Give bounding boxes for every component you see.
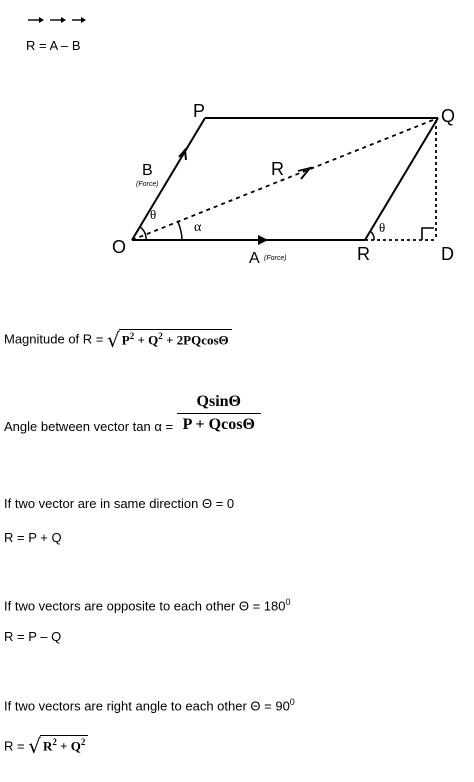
case-opposite-equation: R = P – Q bbox=[4, 629, 62, 644]
resultant-diagonal bbox=[132, 118, 438, 240]
case-opposite-text: If two vectors are opposite to each other Θ = 180 bbox=[4, 598, 286, 614]
label-alpha: α bbox=[194, 220, 202, 235]
label-b: B bbox=[142, 162, 153, 179]
case-same-direction-text: If two vector are in same direction Θ = 0 bbox=[4, 496, 235, 511]
case-same-direction-equation: R = P + Q bbox=[4, 530, 62, 545]
sqrt-icon: √ bbox=[106, 328, 120, 352]
arc-theta-o bbox=[140, 227, 146, 240]
label-theta-r: θ bbox=[379, 220, 386, 235]
case-right-angle-line: If two vectors are right angle to each other $\Theta = 90^0$ bbox=[4, 697, 295, 714]
arrow-r bbox=[298, 168, 310, 179]
label-r-bottom: R bbox=[357, 244, 370, 264]
vector-parallelogram-diagram bbox=[0, 90, 474, 275]
angle-label: Angle between vector tan α = bbox=[4, 418, 177, 434]
label-o: O bbox=[112, 237, 127, 257]
side-rq bbox=[365, 118, 438, 240]
angle-numerator: QsinΘ bbox=[196, 393, 241, 410]
label-q: Q bbox=[441, 106, 456, 126]
angle-line bbox=[4, 393, 261, 434]
right-angle-mark bbox=[422, 228, 434, 240]
label-p: P bbox=[193, 101, 206, 121]
magnitude-line bbox=[4, 328, 232, 352]
right-angle-sqrt: √ $R^2 + Q^2$ bbox=[28, 734, 88, 758]
label-b-sub: (Force) bbox=[136, 181, 159, 188]
angle-denominator: P + QcosΘ bbox=[177, 413, 261, 434]
label-d: D bbox=[441, 244, 454, 264]
case-opposite-line: If two vectors are opposite to each other $\Theta = 180^0$ bbox=[4, 597, 291, 614]
label-r-resultant: R bbox=[271, 159, 284, 179]
label-a-sub: (Force) bbox=[264, 255, 287, 262]
arc-alpha bbox=[178, 222, 182, 240]
label-theta-o: θ bbox=[150, 207, 157, 222]
label-a: A bbox=[249, 250, 260, 267]
case-right-angle-text: If two vectors are right angle to each other Θ = 90 bbox=[4, 698, 290, 714]
arrow-a bbox=[258, 235, 268, 245]
magnitude-label: Magnitude of R = bbox=[4, 331, 107, 347]
magnitude-sqrt: √ $P^2 + Q^2 + 2PQcos\Theta$ bbox=[107, 328, 232, 352]
angle-fraction bbox=[177, 393, 261, 434]
vector-arrows bbox=[26, 13, 86, 27]
sqrt-icon: √ bbox=[28, 734, 41, 758]
arc-theta-r bbox=[370, 231, 374, 240]
header-equation: R = A – B bbox=[26, 38, 81, 53]
case-right-angle-equation: R = √ $R^2 + Q^2$ bbox=[4, 734, 88, 758]
